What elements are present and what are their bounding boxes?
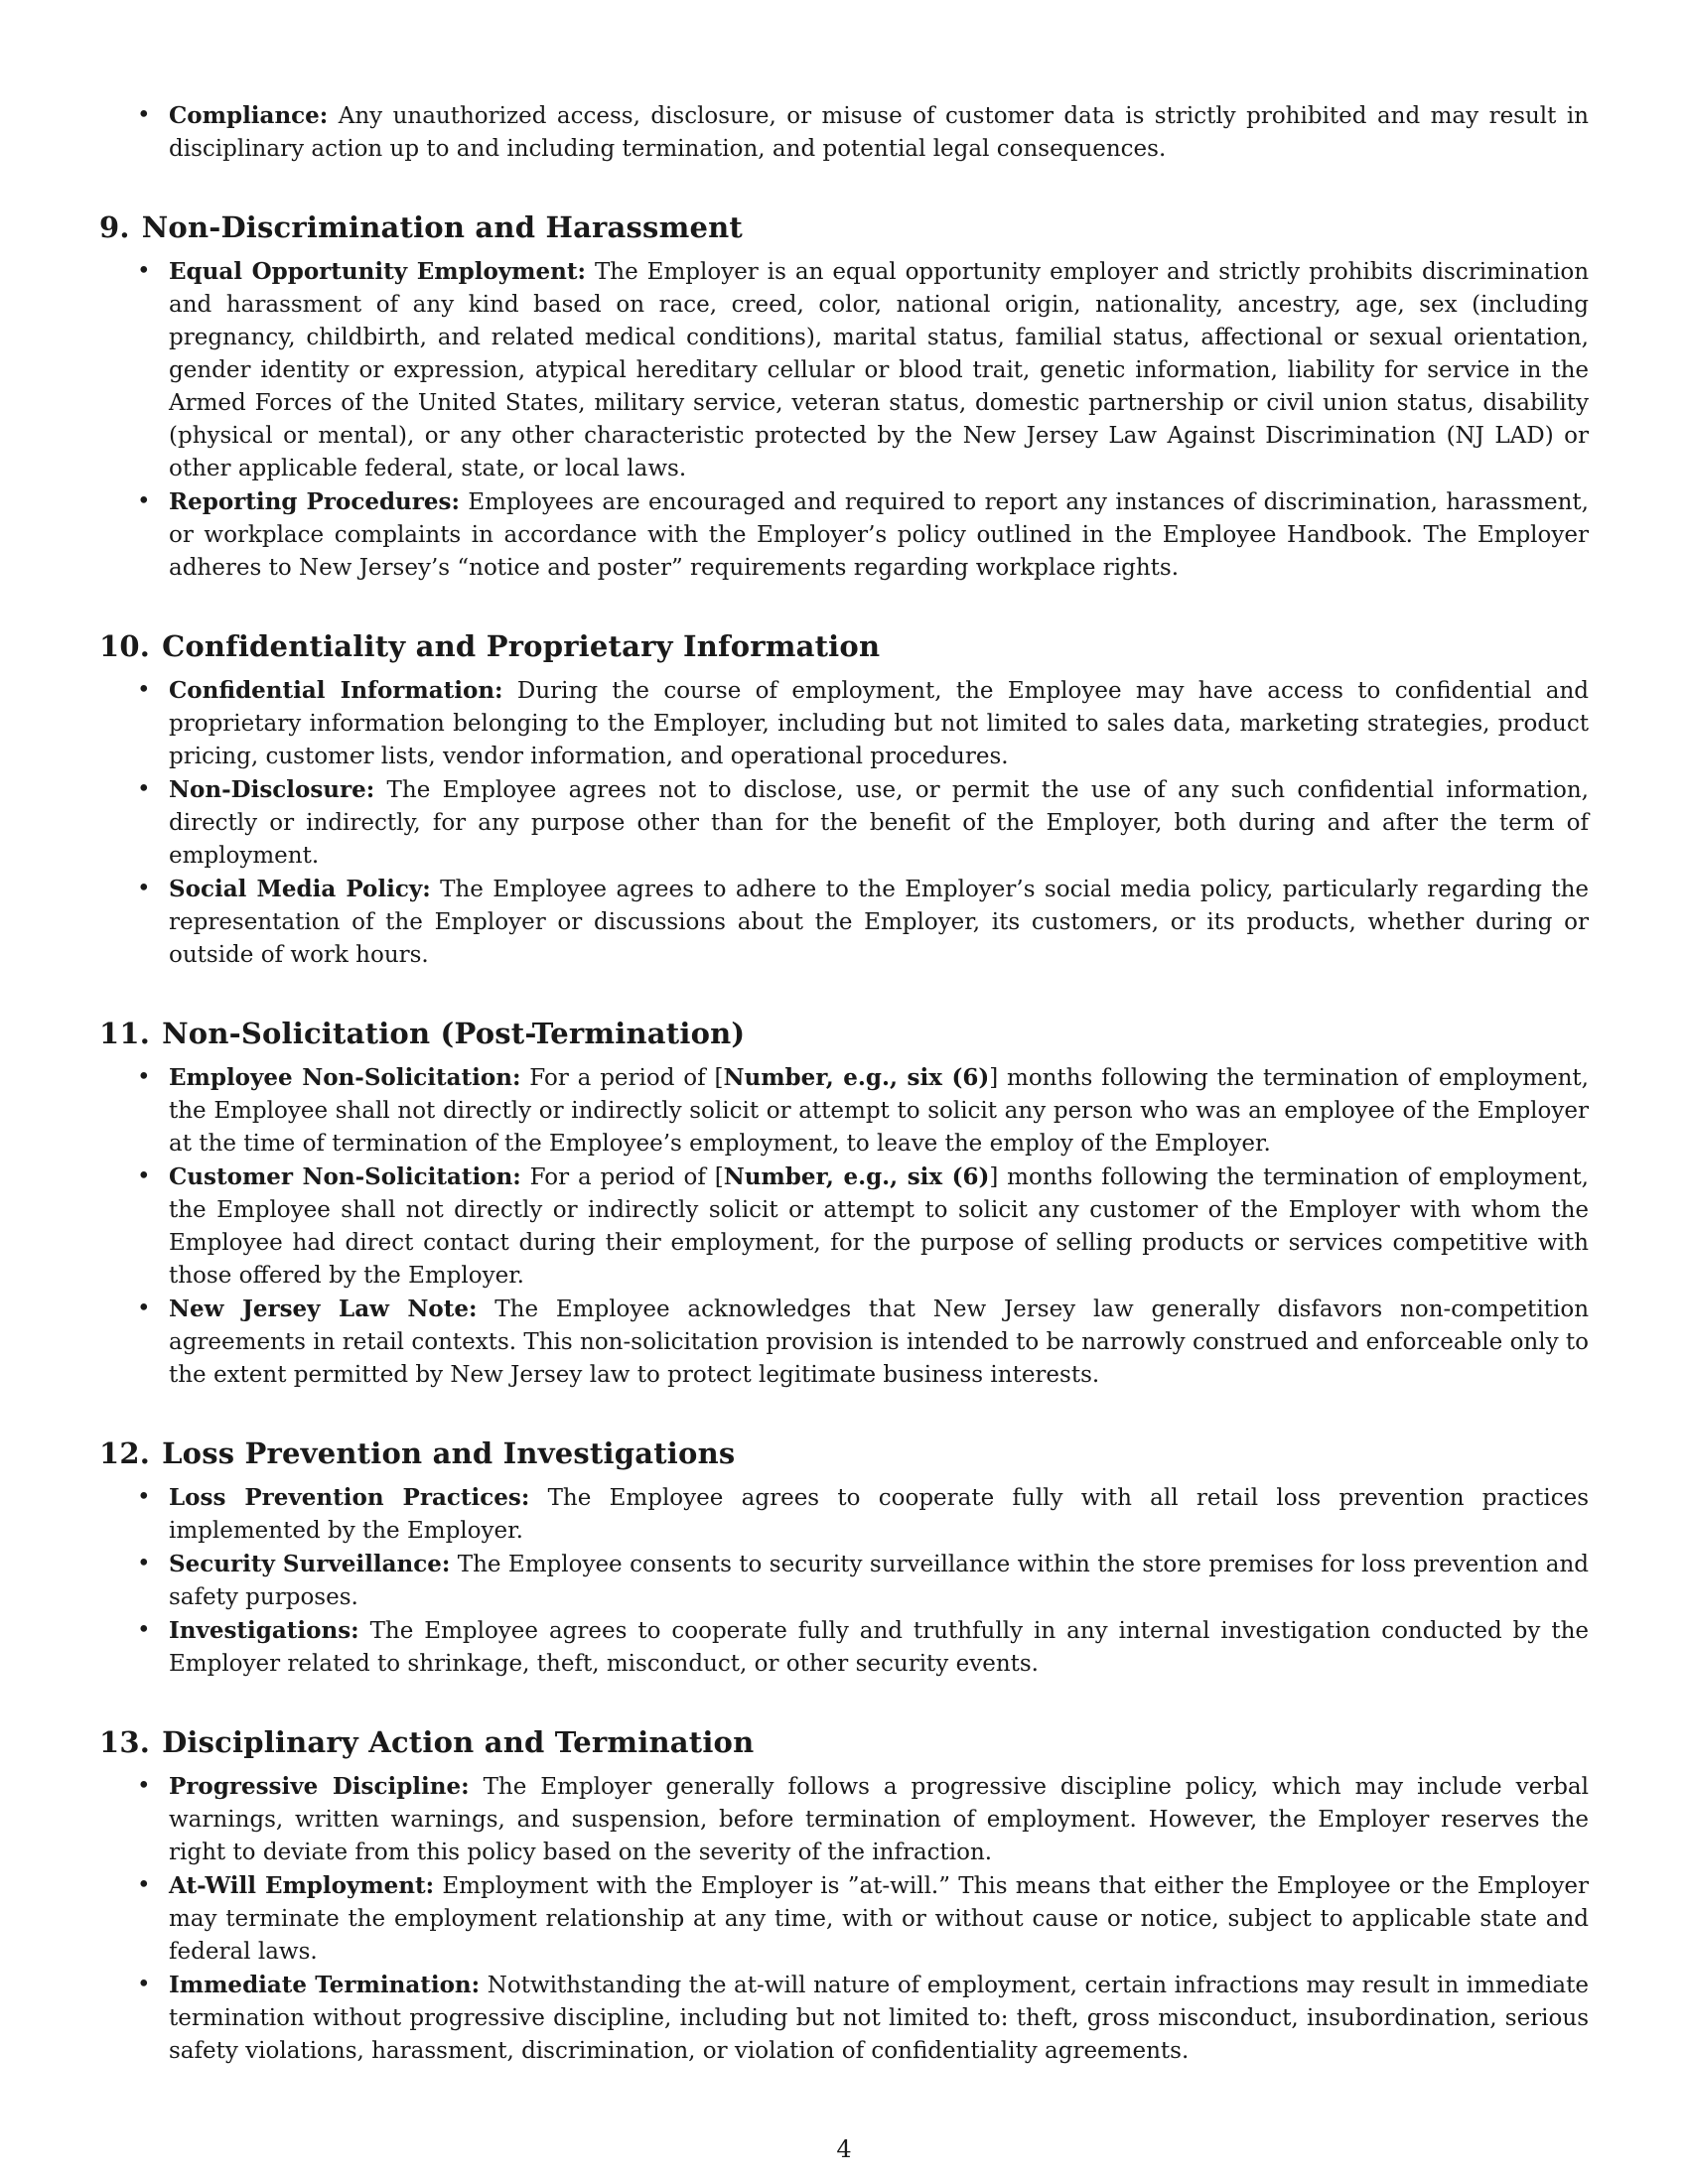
page-number: 4	[836, 2135, 852, 2163]
list-item	[99, 1770, 1589, 1869]
bullet-icon: •	[137, 258, 151, 284]
bullet-icon: •	[137, 488, 151, 514]
item-term: At-Will Employment:	[169, 1872, 435, 1899]
list-item	[99, 674, 1589, 773]
list-item	[99, 1614, 1589, 1681]
item-term: Reporting Procedures:	[169, 488, 460, 515]
bullet-icon: •	[137, 1296, 151, 1321]
section-11	[99, 1014, 1589, 1392]
section-heading	[99, 1433, 1589, 1473]
item-text: The Employee agrees to cooperate fully with all retail loss prevention practices implemented by the Employer.	[169, 1485, 1590, 1544]
bullet-icon: •	[137, 102, 151, 128]
list-item	[99, 1869, 1589, 1969]
item-term: Confidential Information:	[169, 677, 503, 704]
bullet-icon: •	[137, 1972, 151, 1997]
list-item	[99, 1481, 1589, 1548]
list-item	[99, 1969, 1589, 2068]
item-term: New Jersey Law Note:	[169, 1296, 478, 1322]
item-term: Employee Non-Solicitation:	[169, 1064, 521, 1091]
item-text: Employment with the Employer is ”at-will.” This means that either the Employee or the Employer may terminate the employment relationship at any time, with or without cause or notice, subject to applicable state and federal laws.	[169, 1873, 1589, 1965]
section-number: 13.	[99, 1725, 151, 1759]
document-page	[99, 99, 1589, 2068]
bullet-icon: •	[137, 1551, 151, 1576]
bullet-icon: •	[137, 1773, 151, 1799]
item-text: Any unauthorized access, disclosure, or misuse of customer data is strictly prohibited and may result in disciplinary action up to and including termination, and potential legal consequences.	[169, 103, 1589, 162]
list-item	[99, 1293, 1589, 1392]
item-text: ] months following the termination of employment, the Employee shall not directly or indirectly solicit or attempt to solicit any person who was an employee of the Employer at the time of termination of the Employee’s employment, to leave the employ of the Employer.	[169, 1065, 1589, 1157]
item-text: The Employee agrees not to disclose, use, or permit the use of any such confidential information, directly or indirectly, for any purpose other than for the benefit of the Employer, both during and after the term of employment.	[169, 777, 1589, 869]
bullet-icon: •	[137, 876, 151, 901]
section-title: Non-Discrimination and Harassment	[141, 210, 743, 244]
list-item	[99, 485, 1589, 585]
bullet-icon: •	[137, 1163, 151, 1189]
bullet-list	[99, 1061, 1589, 1392]
bullet-list	[99, 1481, 1589, 1681]
section-number: 9.	[99, 210, 130, 244]
bullet-icon: •	[137, 1617, 151, 1643]
section-12	[99, 1433, 1589, 1681]
bullet-list	[99, 255, 1589, 585]
item-text: The Employee acknowledges that New Jersey law generally disfavors non-competition agreements in retail contexts. This non-solicitation provision is intended to be narrowly construed and enforceable only to the extent permitted by New Jersey law to protect legitimate business interests.	[169, 1297, 1590, 1388]
section-heading	[99, 1722, 1589, 1762]
section-13	[99, 1722, 1589, 2068]
section-title: Confidentiality and Proprietary Information	[162, 629, 881, 663]
item-term: Loss Prevention Practices:	[169, 1484, 530, 1511]
section-heading	[99, 207, 1589, 247]
item-text-before: For a period of [	[520, 1065, 724, 1091]
list-item	[99, 1160, 1589, 1293]
item-term: Immediate Termination:	[169, 1972, 481, 1998]
item-term: Compliance:	[169, 102, 329, 129]
list-item	[99, 773, 1589, 873]
item-term: Equal Opportunity Employment:	[169, 258, 586, 285]
item-term: Non-Disclosure:	[169, 776, 375, 803]
item-text: The Employee agrees to cooperate fully and truthfully in any internal investigation conducted by the Employer related to shrinkage, theft, misconduct, or other security events.	[169, 1618, 1589, 1677]
bullet-icon: •	[137, 1064, 151, 1090]
bullet-icon: •	[137, 1872, 151, 1898]
item-text-before: For a period of [	[520, 1164, 724, 1190]
item-term: Security Surveillance:	[169, 1551, 451, 1577]
section-number: 11.	[99, 1017, 151, 1050]
list-item	[99, 99, 1589, 166]
section-10	[99, 626, 1589, 972]
list-item	[99, 873, 1589, 972]
item-text: The Employer generally follows a progressive discipline policy, which may include verbal warnings, written warnings, and suspension, before termination of employment. However, the Employer reserves the right to deviate from this policy based on the severity of the infraction.	[169, 1774, 1589, 1865]
bullet-icon: •	[137, 677, 151, 703]
placeholder-value: Number, e.g., six (6)	[723, 1163, 990, 1190]
item-text: ] months following the termination of employment, the Employee shall not directly or indirectly solicit or attempt to solicit any customer of the Employer with whom the Employee had direct contact during their employment, for the purpose of selling products or services competitive with those offered by the Employer.	[169, 1164, 1589, 1289]
bullet-list	[99, 674, 1589, 972]
section-title: Disciplinary Action and Termination	[162, 1725, 755, 1759]
item-text: The Employer is an equal opportunity employer and strictly prohibits discrimination and harassment of any kind based on race, creed, color, national origin, nationality, ancestry, age, sex (including pregnancy, childbirth, and related medical conditions), marital status, familial status, affectional or sexual orientation, gender identity or expression, atypical hereditary cellular or blood trait, genetic information, liability for service in the Armed Forces of the United States, military service, veteran status, domestic partnership or civil union status, disability (physical or mental), or any other characteristic protected by the New Jersey Law Against Discrimination (NJ LAD) or other applicable federal, state, or local laws.	[169, 259, 1590, 481]
bullet-list	[99, 1770, 1589, 2068]
section-heading	[99, 626, 1589, 666]
section-heading	[99, 1014, 1589, 1053]
section-title: Loss Prevention and Investigations	[162, 1436, 736, 1470]
bullet-list	[99, 99, 1589, 166]
item-term: Social Media Policy:	[169, 876, 431, 902]
item-term: Progressive Discipline:	[169, 1773, 470, 1800]
item-term: Customer Non-Solicitation:	[169, 1163, 521, 1190]
item-text: Employees are encouraged and required to report any instances of discrimination, harassment, or workplace complaints in accordance with the Employer’s policy outlined in the Employee Handbook. The Employer adheres to New Jersey’s “notice and poster” requirements regarding workplace rights.	[169, 489, 1589, 581]
item-term: Investigations:	[169, 1617, 359, 1644]
item-text: During the course of employment, the Employee may have access to confidential and proprietary information belonging to the Employer, including but not limited to sales data, marketing strategies, product pricing, customer lists, vendor information, and operational procedures.	[169, 678, 1589, 769]
intro-continuation	[99, 99, 1589, 166]
placeholder-value: Number, e.g., six (6)	[723, 1064, 990, 1091]
list-item	[99, 255, 1589, 485]
bullet-icon: •	[137, 1484, 151, 1510]
list-item	[99, 1061, 1589, 1160]
list-item	[99, 1548, 1589, 1614]
item-text: The Employee consents to security surveillance within the store premises for loss prevention and safety purposes.	[169, 1552, 1590, 1610]
item-text: The Employee agrees to adhere to the Employer’s social media policy, particularly regarding the representation of the Employer or discussions about the Employer, its customers, or its products, whether during or outside of work hours.	[169, 877, 1590, 968]
section-number: 12.	[99, 1436, 151, 1470]
section-9	[99, 207, 1589, 585]
item-text: Notwithstanding the at-will nature of employment, certain infractions may result in immediate termination without progressive discipline, including but not limited to: theft, gross misconduct, insubordination, serious safety violations, harassment, discrimination, or violation of confidentiality agreements.	[169, 1973, 1589, 2064]
bullet-icon: •	[137, 776, 151, 802]
section-title: Non-Solicitation (Post-Termination)	[162, 1017, 746, 1050]
section-number: 10.	[99, 629, 151, 663]
